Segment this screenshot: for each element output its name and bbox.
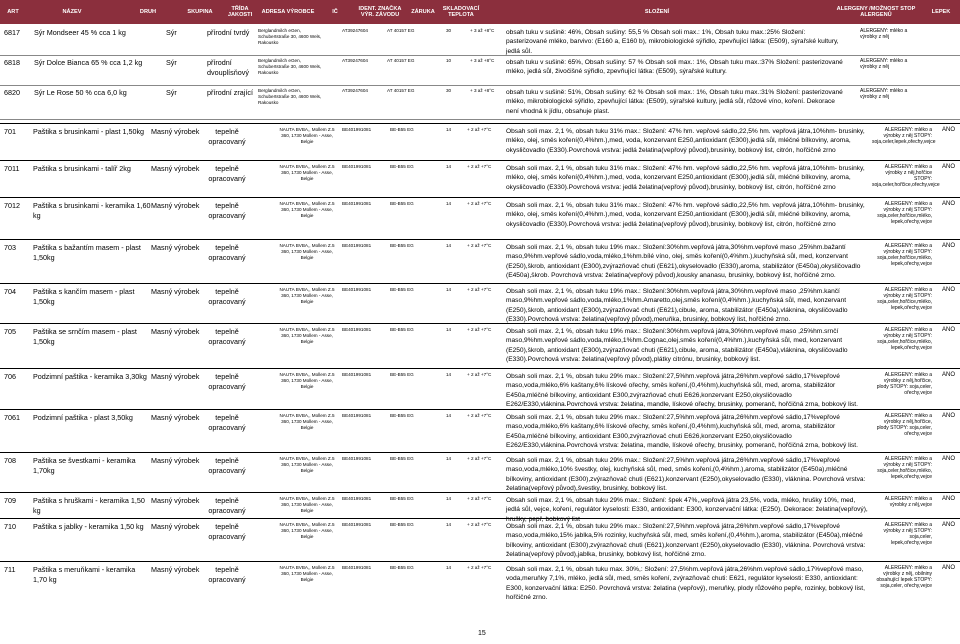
row-teplota: + 2 až +7°C: [467, 201, 492, 206]
header-ident: IDENT. ZNAČKA VÝR. ZÁVODU: [358, 6, 402, 18]
row-ic: AT39247604: [342, 28, 368, 33]
row-skupina: tepelně opracovaný: [208, 201, 246, 220]
product-row: [0, 239, 960, 284]
header-slozeni: SLOŽENÍ: [644, 9, 670, 15]
row-zaruka: 14: [446, 243, 452, 248]
row-address: NAUTA BVBA,, Mollem Z.5 360, 1730 Mollem - Asse, Belgie: [279, 413, 335, 430]
row-teplota: + 2 až +7°C: [467, 522, 492, 527]
row-slozeni: Obsah soli max. 2,1 %, obsah tuku 19% max.: Složení:30%hm.vepřová játra,30%hm.vepřové maso ,25%hm.kančí maso,9%hm.vepřové sádlo,voda,mléko,1%hm.Amaretto,olej,směs koření(0,4%hm.),kuchyňská sůl, med, konzervant (E250),škrob, antioxidant (E300),zvýrazňovač chuti (E621),cibule, aroma, stabilizátor (E450a),vláknina, okysličovadlo (E330).Povrchová vrstva: želatina(vepřový původ),meruňka, brusinky, bobkový list, hořčičné zrno.: [506, 288, 848, 324]
row-skupina: tepelně opracovaný: [208, 372, 246, 391]
row-slozeni: Obsah soli max. 2,1 %, obsah tuku 29% max.: Složení:27,5%hm.vepřová játra,26%hm.vepřové sádlo,17%vepřové maso,voda,mléko,6% kaštany,6% lískové ořechy, směs koření,(0,4%hm),kuchyňská sůl, med, aroma, stabilizátor E450a,mléčné bílkoviny, antioxidant E300,zvýrazňovač chuti E626,konzervant E250,okysličovadlo E262/E330,vláknina.Povrchová vrstva: želatina, mandle, lískové ořechy, brusinky, pomeranč, hořčičná zrna, bobkový list.: [506, 414, 858, 450]
row-slozeni: Obsah soli max. 2,1 %, obsah tuku 31% max.: Složení: 47% hm. vepřové sádlo,22,5% hm. vepřová játra,10%hm- brusinky, mléko, olej, směs koření(0,4%hm.),med, voda, konzervant E250,antioxidant (E300),jedlá sůl, mléčné bílkoviny, aroma, okysličovadlo (E330).Povrchová vrstva: jedlá želatina(vepřový původ),brusinky, bobkový list, citrón, hořčičné zrno: [506, 165, 865, 191]
row-allergen: ALERGENY: mléko a výrobky z něj: [860, 88, 908, 100]
row-address: NAUTA BVBA,, Mollem Z.5 360, 1730 Mollem - Asse, Belgie: [279, 164, 335, 181]
row-name: Paštika s brusinkami - talíř 2kg: [33, 164, 131, 173]
row-teplota: + 2 až +7°C: [467, 287, 492, 292]
row-ic: BE401991081: [342, 372, 372, 377]
row-slozeni: Obsah soli max. 2,1 %, obsah tuku max. 30%,: Složení: 27,5%hm.vepřová játra,26%hm.vepřové sádlo,17%vepřové maso, voda,meruňky 7,1%, mléko, jedlá sůl, med, směs koření, zvýrazňovač chuti: E621, regulátor kyselosti: E330, antioxidant: E300, konzervační látka: E250. Povrchová vrstva: želatina (vepřový), meruňky, plody růžového pepře, rozinky, bobkový list, hořčičné zrno.: [506, 566, 865, 602]
row-skupina: tepelně opracovaný: [208, 287, 246, 306]
row-zaruka: 14: [446, 522, 452, 527]
row-art: 708: [4, 456, 16, 465]
row-ic: BE401991081: [342, 456, 372, 461]
row-name: Paštika se srnčím masem - plast 1,50kg: [33, 327, 137, 346]
header-ic: IČ: [332, 9, 338, 15]
row-ident: BE-B55 EG: [390, 201, 414, 206]
row-skupina: tepelně opracovaný: [208, 413, 246, 432]
row-skupina: přírodní zrající: [207, 88, 253, 97]
row-allergen: ALERGENY: mléko a výrobky z něj STOPY: soja,celer,hořčice,mléko, lepek,ořechy,vejce: [877, 287, 932, 311]
row-art: 705: [4, 327, 16, 336]
header-alergeny: ALERGENY /MOŽNOST STOP ALERGENŮ: [836, 6, 916, 18]
product-row: [0, 160, 960, 198]
row-teplota: + 3 až +8°C: [470, 88, 495, 93]
row-lepek: ANO: [942, 127, 956, 133]
header-teplota: SKLADOVACÍ TEPLOTA: [442, 6, 480, 18]
row-art: 6820: [4, 88, 20, 97]
row-allergen: ALERGENY: mléko a výrobky z něj: [860, 28, 908, 40]
row-lepek: ANO: [942, 327, 956, 333]
row-address: NAUTA BVBA,, Mollem Z.5 360, 1730 Mollem - Asse, Belgie: [279, 565, 335, 582]
row-ident: BE-B55 EG: [390, 164, 414, 169]
row-slozeni: Obsah soli max. 2,1 %, obsah tuku 19% max.: Složení:30%hm.vepřová játra,30%hm.vepřové maso ,25%hm.bažantí maso,9%hm.vepřové sádlo,voda,mléko,1%hm.bílé víno, olej, směs koření(0,4%hm.),kuchyňská sůl, med, konzervant (E250),škrob, antioxidant (E300),zvýrazňovač chuti (E621),okyselovadlo (E330),aroma, stabilizátor (E450a),okysličovadlo (E450a),škrob. Povrchová vrstva: želatina(vepřový původ),kousky ananasu, brusinky, bobkový list, hořčičné zrno.: [506, 244, 861, 280]
header-zaruka: ZÁRUKA: [411, 9, 435, 15]
row-ic: AT39247604: [342, 88, 368, 93]
row-druh: Masný výrobek: [151, 456, 200, 465]
row-address: NAUTA BVBA,, Mollem Z.5 360, 1730 Mollem - Asse, Belgie: [279, 496, 335, 513]
product-row: [0, 492, 960, 523]
row-zaruka: 14: [446, 127, 452, 132]
row-address: Berglandmilch eGen, Schubertstraße 30, 4600 Wels, Rakousko: [258, 88, 322, 105]
row-teplota: + 2 až +7°C: [467, 456, 492, 461]
row-druh: Masný výrobek: [151, 413, 200, 422]
row-druh: Masný výrobek: [151, 243, 200, 252]
header-druh: DRUH: [139, 9, 157, 15]
header-adresa: ADRESA VÝROBCE: [261, 9, 315, 15]
header-nazev: NÁZEV: [62, 9, 82, 15]
row-slozeni: Obsah soli max. 2,1 %, obsah tuku 31% max.: Složení: 47% hm. vepřové sádlo,22,5% hm. vepřová játra,10%hm- brusinky, mléko, olej, směs koření(0,4%hm.),med, voda, konzervant E250,antioxidant (E300),jedlá sůl, mléčné bílkoviny, aroma, okysličovadlo (E330).Povrchová vrstva: jedlá želatina(vepřový původ),brusinky, bobkový list, citrón, hořčičné zrno: [506, 202, 865, 228]
row-ident: AT 40157 EG: [387, 58, 415, 63]
row-ic: BE401991081: [342, 565, 372, 570]
row-skupina: přírodní tvrdý: [207, 28, 250, 37]
row-allergen: ALERGENY: mléko a výrobky z něj STOPY: soja,celer,hořčice,mléko, lepek,ořechy,vejce: [877, 243, 932, 267]
row-art: 706: [4, 372, 16, 381]
row-zaruka: 10: [446, 58, 452, 63]
row-zaruka: 14: [446, 327, 452, 332]
row-name: Sýr Mondseer 45 % cca 1 kg: [34, 28, 126, 37]
product-row: [0, 368, 960, 410]
row-art: 709: [4, 496, 16, 505]
row-slozeni: Obsah soli max. 2,1 %, obsah tuku 29% max.: Složení:27,5%hm.vepřová játra,26%hm.vepřové sádlo,17%vepřové maso,voda,mléko,6% kaštany,6% lískové ořechy, směs koření,(0,4%hm),kuchyňská sůl, med, aroma, stabilizátor E450a,mléčné bílkoviny, antioxidant E300,zvýrazňovač chuti E626,konzervant E250,okysličovadlo E262/E330,vláknina.Povrchová vrstva: želatina, mandle, lískové ořechy, brusinky, pomeranč, hořčičná zrna, bobkový list.: [506, 373, 858, 409]
product-row: [0, 25, 960, 56]
row-lepek: ANO: [942, 522, 956, 528]
row-lepek: ANO: [942, 565, 956, 571]
row-address: Berglandmilch eGen, Schubertstraße 30, 4600 Wels, Rakousko: [258, 28, 322, 45]
product-row: [0, 323, 960, 369]
row-name: Podzimní paštika - plast 3,50kg: [33, 413, 133, 422]
row-allergen: ALERGENY: mléko a výrobky z něj STOPY: soja,celer,lepek,ořechy,vejce: [872, 127, 936, 145]
header-trida: TŘÍDA JAKOSTI: [227, 6, 253, 18]
row-allergen: ALERGENY: mléko a výrobky z něj STOPY: soja,celer,hořčice,mléko, lepek,ořechy,vejce: [877, 327, 932, 351]
row-address: NAUTA BVBA,, Mollem Z.5 360, 1730 Mollem - Asse, Belgie: [279, 456, 335, 473]
row-teplota: + 2 až +7°C: [467, 164, 492, 169]
row-zaruka: 14: [446, 372, 452, 377]
row-ic: BE401991081: [342, 496, 372, 501]
row-lepek: ANO: [942, 413, 956, 419]
row-druh: Sýr: [166, 88, 177, 97]
row-name: Paštika s meruňkami - keramika 1,70 kg: [33, 565, 136, 584]
row-druh: Masný výrobek: [151, 522, 200, 531]
row-allergen: ALERGENY: mléko a výrobky z něj STOPY: soja,celer,hořčice,mléko, lepek,ořechy,vejce: [877, 456, 932, 480]
row-zaruka: 14: [446, 413, 452, 418]
row-lepek: ANO: [942, 372, 956, 378]
row-lepek: ANO: [942, 164, 956, 170]
row-name: Sýr Dolce Bianca 65 % cca 1,2 kg: [34, 58, 143, 67]
row-address: NAUTA BVBA,, Mollem Z.5 360, 1730 Mollem - Asse, Belgie: [279, 127, 335, 144]
row-slozeni: Obsah soli max. 2,1 %, obsah tuku 29% max.: Složení:27,5%hm.vepřová játra,26%hm.vepřové sádlo,17%vepřové maso,voda,mléko,15% jablka,5% rozinky, kuchyňská sůl, med, směs koření,(0,4%hm.),aroma, stabilizátor (E450a),mléčné bílkoviny, antioxidant (E300),zvýrazňovač chuti (E621),konzervant (E250),okyselovadlo (E330), vláknina. Povrchová vrstva: želatina(vepřový původ),jablka, brusinky, bobkový list, hořčičné zrno.: [506, 523, 866, 559]
row-art: 711: [4, 565, 16, 574]
row-name: Paštika s brusinkami - keramika 1,60 kg: [33, 201, 151, 220]
row-ident: BE-B55 EG: [390, 243, 414, 248]
row-lepek: ANO: [942, 496, 956, 502]
row-skupina: přírodní dvouplísňový: [207, 58, 249, 77]
row-zaruka: 14: [446, 496, 452, 501]
row-slozeni: obsah tuku v sušině: 65%, Obsah sušiny: 57 % Obsah soli max.: 1%, Obsah tuku max.:37% Složení: pasterizované mléko, jedlá sůl, živočišné sýřidlo, zpevňující látka: (E509), sýrařské kultury.: [506, 59, 843, 76]
row-allergen: ALERGENY: mléko a výrobky z něj: [860, 58, 908, 70]
product-row: [0, 409, 960, 453]
product-row: [0, 518, 960, 562]
row-allergen: ALERGENY: mléko a výrobky z něj,hořčice, plody STOPY: soja,celer, ořechy,vejce: [876, 413, 932, 437]
row-allergen: ALERGENY: mléko a výrobky z něj STOPY: soja,celer,hořčice,mléko, lepek,ořechy,vejce: [877, 201, 932, 225]
row-name: Paštika s brusinkami - plast 1,50kg: [33, 127, 145, 136]
row-teplota: + 2 až +7°C: [467, 372, 492, 377]
row-address: NAUTA BVBA,, Mollem Z.5 360, 1730 Mollem - Asse, Belgie: [279, 522, 335, 539]
row-ic: AT39247604: [342, 58, 368, 63]
row-ic: BE401991081: [342, 413, 372, 418]
product-row: [0, 85, 960, 120]
row-art: 7012: [4, 201, 20, 210]
row-teplota: + 2 až +7°C: [467, 413, 492, 418]
product-row: [0, 123, 960, 161]
row-druh: Masný výrobek: [151, 327, 200, 336]
row-skupina: tepelně opracovaný: [208, 522, 246, 541]
row-skupina: tepelně opracovaný: [208, 496, 246, 515]
row-allergen: ALERGENY: mléko a výrobky z něj, obilniny obsahující lepek STOPY: soja,celer, ořechy,vejce: [876, 565, 932, 589]
row-teplota: + 2 až +7°C: [467, 327, 492, 332]
page-number: 15: [478, 630, 486, 637]
row-teplota: + 2 až +7°C: [467, 243, 492, 248]
row-art: 7011: [4, 164, 20, 173]
row-allergen: ALERGENY: mléko a výrobky z něj,hořčice, plody STOPY: soja,celer, ořechy,vejce: [876, 372, 932, 396]
row-zaruka: 14: [446, 565, 452, 570]
row-ic: BE401991081: [342, 522, 372, 527]
row-ic: BE401991081: [342, 243, 372, 248]
row-ident: BE-B55 EG: [390, 327, 414, 332]
row-slozeni: obsah tuku v sušině: 51%, Obsah sušiny: 62 % Obsah soli max.: 1%, Obsah tuku max.:31% Složení: pasterizované mléko, mikrobiologické sýřidlo, zpevňující látka: (E509), sýrařské kultury, jedlá sůl, růžové víno, koření. Dekorace není vhodná k jídlu, obsahuje plast.: [506, 89, 843, 115]
row-ic: BE401991081: [342, 164, 372, 169]
row-ident: AT 40157 EG: [387, 28, 415, 33]
row-art: 6817: [4, 28, 20, 37]
row-ident: BE-B55 EG: [390, 287, 414, 292]
row-ident: BE-B55 EG: [390, 496, 414, 501]
table-header: [0, 0, 960, 24]
row-ident: BE-B55 EG: [390, 565, 414, 570]
row-art: 703: [4, 243, 16, 252]
product-row: [0, 452, 960, 493]
row-ident: BE-B55 EG: [390, 456, 414, 461]
product-row: [0, 197, 960, 240]
row-druh: Masný výrobek: [151, 565, 200, 574]
row-druh: Masný výrobek: [151, 496, 200, 505]
row-name: Paštika s kančím masem - plast 1,50kg: [33, 287, 135, 306]
row-ident: BE-B55 EG: [390, 413, 414, 418]
row-allergen: ALERGENY: mléko a výrobky z něj,hořčice STOPY: soja,celer,hořčice,ořechy,vejce: [872, 164, 940, 188]
row-zaruka: 14: [446, 164, 452, 169]
row-skupina: tepelně opracovaný: [208, 327, 246, 346]
row-zaruka: 14: [446, 287, 452, 292]
product-row: [0, 561, 960, 606]
row-art: 7061: [4, 413, 20, 422]
row-druh: Masný výrobek: [151, 164, 200, 173]
row-name: Podzimní paštika - keramika 3,30kg: [33, 372, 147, 381]
row-druh: Masný výrobek: [151, 201, 200, 210]
row-zaruka: 30: [446, 88, 452, 93]
row-skupina: tepelně opracovaný: [208, 456, 246, 475]
row-ic: BE401991081: [342, 287, 372, 292]
product-row: [0, 283, 960, 324]
row-druh: Masný výrobek: [151, 287, 200, 296]
row-druh: Sýr: [166, 58, 177, 67]
row-teplota: + 3 až +8°C: [470, 28, 495, 33]
row-address: NAUTA BVBA,, Mollem Z.5 360, 1730 Mollem - Asse, Belgie: [279, 201, 335, 218]
row-teplota: + 2 až +7°C: [467, 565, 492, 570]
row-skupina: tepelně opracovaný: [208, 127, 246, 146]
row-ic: BE401991081: [342, 127, 372, 132]
row-zaruka: 30: [446, 28, 452, 33]
row-skupina: tepelně opracovaný: [208, 565, 246, 584]
row-address: NAUTA BVBA,, Mollem Z.5 360, 1730 Mollem - Asse, Belgie: [279, 372, 335, 389]
row-address: NAUTA BVBA,, Mollem Z.5 360, 1730 Mollem - Asse, Belgie: [279, 243, 335, 260]
row-teplota: + 3 až +8°C: [470, 58, 495, 63]
row-druh: Sýr: [166, 28, 177, 37]
row-allergen: ALERGENY: mléko a výrobky z něj STOPY: soja,celer, lepek,ořechy,vejce: [883, 522, 932, 546]
row-ident: BE-B55 EG: [390, 127, 414, 132]
row-ic: BE401991081: [342, 327, 372, 332]
row-zaruka: 14: [446, 201, 452, 206]
row-ident: AT 40157 EG: [387, 88, 415, 93]
row-druh: Masný výrobek: [151, 372, 200, 381]
row-ident: BE-B55 EG: [390, 372, 414, 377]
row-slozeni: obsah tuku v sušině: 46%, Obsah sušiny: 55,5 % Obsah soli max.: 1%, Obsah tuku max.:25% Složení: pasterizované mléko, barvivo: (E160 a, E160 b), mikrobiologické sýřidlo, zpevňující látka: (E509), sýrařské kultury, jedlá sůl.: [506, 29, 839, 55]
row-lepek: ANO: [942, 201, 956, 207]
row-name: Paštika s jablky - keramika 1,50 kg: [33, 522, 144, 531]
row-slozeni: Obsah soli max. 2,1 %, obsah tuku 29% max.: Složení:27,5%hm.vepřová játra,26%hm.vepřové sádlo,17%vepřové maso,voda,mléko,10% švestky, olej, kuchyňská sůl, med, směs koření,(0,4%hm.),aroma, stabilizátor (E450a),mléčné bílkoviny, antioxidant (E300),zvýrazňovač chuti (E621),konzervant (E250),okyselovadlo (E330), vláknina. Povrchová vrstva: želatina(vepřový původ),švestky, brusinky, bobkový list.: [506, 457, 866, 493]
row-lepek: ANO: [942, 456, 956, 462]
row-art: 701: [4, 127, 16, 136]
row-art: 6818: [4, 58, 20, 67]
row-art: 710: [4, 522, 16, 531]
row-skupina: tepelně opracovaný: [208, 243, 246, 262]
row-lepek: ANO: [942, 287, 956, 293]
row-slozeni: Obsah soli max. 2,1 %, obsah tuku 19% max.: Složení:30%hm.vepřová játra,30%hm.vepřové maso ,25%hm.srnčí maso,9%hm.vepřové sádlo,voda,mléko,1%hm.Cognac,olej,směs koření(0,4%hm.),kuchyňská sůl, med, konzervant (E250),škrob, antioxidant (E300),zvýrazňovač chuti (E621),cibule, aroma, stabilizátor (E450a),vláknina, okysličovadlo (E330).Povrchová vrstva: želatina(vepřový původ),plátky citrónu, brusinky, bobkový list.: [506, 328, 848, 364]
row-allergen: ALERGENY: mléko a výrobky z něj,vejce: [884, 496, 932, 508]
row-druh: Masný výrobek: [151, 127, 200, 136]
row-name: Paštika s bažantím masem - plast 1,50kg: [33, 243, 141, 262]
row-art: 704: [4, 287, 16, 296]
header-art: ART: [7, 9, 19, 15]
row-ic: BE401991081: [342, 201, 372, 206]
row-ident: BE-B55 EG: [390, 522, 414, 527]
row-skupina: tepelně opracovaný: [208, 164, 246, 183]
row-lepek: ANO: [942, 243, 956, 249]
row-slozeni: Obsah soli max. 2,1 %, obsah tuku 29% max.: Složení: špek 47%,,vepřová játra 23,5%, voda, mléko, hrušky 10%, med, jedlá sůl, vejce, koření, regulátor kyselosti: E330, antioxidant: E300, konzervační látka: (E250). Dekorace: želatina(vepřový), hrušky, pepř, bobkový list: [506, 497, 868, 523]
header-lepek: LEPEK: [931, 9, 951, 15]
row-slozeni: Obsah soli max. 2,1 %, obsah tuku 31% max.: Složení: 47% hm. vepřové sádlo,22,5% hm. vepřová játra,10%hm- brusinky, mléko, olej, směs koření(0,4%hm.),med, voda, konzervant E250,antioxidant (E300),jedlá sůl, mléčné bílkoviny, aroma, okysličovadlo (E330).Povrchová vrstva: jedlá želatina(vepřový původ),brusinky, bobkový list, citrón, hořčičné zrno: [506, 128, 865, 154]
row-name: Paštika s hruškami - keramika 1,50 kg: [33, 496, 145, 515]
row-name: Sýr Le Rose 50 % cca 6,0 kg: [34, 88, 127, 97]
header-skupina: SKUPINA: [187, 9, 213, 15]
row-name: Paštika se švestkami - keramika 1,70kg: [33, 456, 136, 475]
row-zaruka: 14: [446, 456, 452, 461]
row-address: Berglandmilch eGen, Schubertstraße 30, 4600 Wels, Rakousko: [258, 58, 322, 75]
row-teplota: + 2 až +7°C: [467, 496, 492, 501]
row-teplota: + 2 až +7°C: [467, 127, 492, 132]
row-address: NAUTA BVBA,, Mollem Z.5 360, 1730 Mollem - Asse, Belgie: [279, 327, 335, 344]
product-row: [0, 55, 960, 86]
row-address: NAUTA BVBA,, Mollem Z.5 360, 1730 Mollem - Asse, Belgie: [279, 287, 335, 304]
